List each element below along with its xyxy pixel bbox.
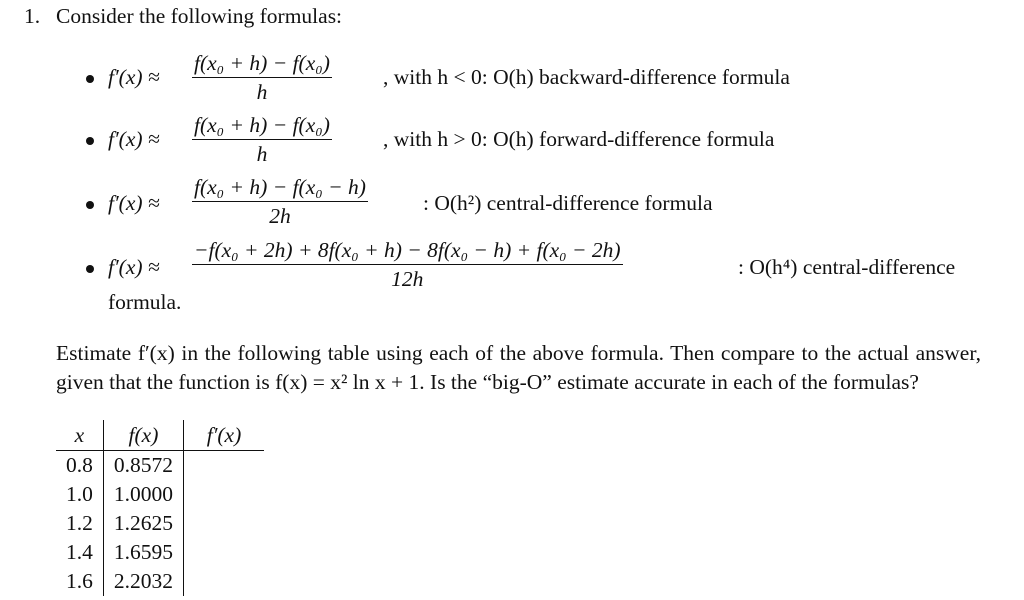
formula-lhs: f′(x) ≈ (108, 65, 160, 89)
fraction-denominator: h (256, 80, 268, 105)
fraction-denominator: h (256, 142, 268, 167)
table-cell-x: 1.6 (56, 567, 103, 596)
fraction-bar (192, 264, 623, 265)
table-header-row (56, 420, 264, 451)
fraction-numerator: −f(x₀ + 2h) + 8f(x₀ + h) − 8f(x₀ − h) + f(x₀ − 2h) (194, 238, 621, 262)
bullet-icon (86, 75, 94, 83)
fraction (192, 51, 332, 104)
instructions-paragraph: Estimate f′(x) in the following table using each of the above formula. Then compare to the actual answer, given that the function is f(x) = x² ln x + 1. Is the “big-O” estimate accurate in each of the formulas? (56, 341, 981, 394)
fraction-numerator: f(x₀ + h) − f(x₀) (194, 51, 330, 75)
table-cell-fx: 1.6595 (103, 538, 183, 567)
bullet-icon (86, 137, 94, 145)
fraction-numerator: f(x₀ + h) − f(x₀) (194, 113, 330, 137)
formula-description: , with h < 0: O(h) backward-difference formula (383, 65, 790, 89)
table-cell-fx: 0.8572 (103, 451, 183, 481)
table-row (56, 567, 264, 596)
table-row (56, 480, 264, 509)
formula-continuation: formula. (108, 290, 182, 314)
table-cell-fprime (184, 538, 265, 567)
table-cell-x: 1.4 (56, 538, 103, 567)
table-cell-fx: 2.2032 (103, 567, 183, 596)
table-cell-x: 1.0 (56, 480, 103, 509)
formula-description: , with h > 0: O(h) forward-difference formula (383, 127, 775, 151)
problem-number: 1. (24, 4, 41, 28)
fraction-numerator: f(x₀ + h) − f(x₀ − h) (194, 175, 366, 199)
formula-description: : O(h⁴) central-difference (738, 255, 956, 279)
fraction-denominator: 12h (391, 267, 424, 292)
table-cell-x: 0.8 (56, 451, 103, 481)
table-cell-fprime (184, 509, 265, 538)
table-cell-fprime (184, 567, 265, 596)
table-header-x: x (56, 420, 103, 451)
bullet-icon (86, 201, 94, 209)
formula-lhs: f′(x) ≈ (108, 191, 160, 215)
table-header-fx: f(x) (103, 420, 183, 451)
table-cell-fx: 1.2625 (103, 509, 183, 538)
fraction (192, 175, 368, 228)
fraction (192, 238, 623, 291)
table-cell-fprime (184, 451, 265, 481)
table-header-fprime: f′(x) (206, 422, 242, 447)
formula-lhs: f′(x) ≈ (108, 255, 160, 279)
table-cell-fx: 1.0000 (103, 480, 183, 509)
formula-lhs: f′(x) ≈ (108, 127, 160, 151)
table-row (56, 509, 264, 538)
fraction-bar (192, 77, 332, 78)
table-cell-x: 1.2 (56, 509, 103, 538)
fraction-bar (192, 139, 332, 140)
table-row (56, 451, 264, 481)
problem-intro: Consider the following formulas: (56, 4, 343, 28)
fraction-denominator: 2h (269, 204, 291, 229)
table-row (56, 538, 264, 567)
formula-description: : O(h²) central-difference formula (423, 191, 713, 215)
bullet-icon (86, 265, 94, 273)
values-table (56, 420, 264, 596)
fraction-bar (192, 201, 368, 202)
table-cell-fprime (184, 480, 265, 509)
fraction (192, 113, 332, 166)
